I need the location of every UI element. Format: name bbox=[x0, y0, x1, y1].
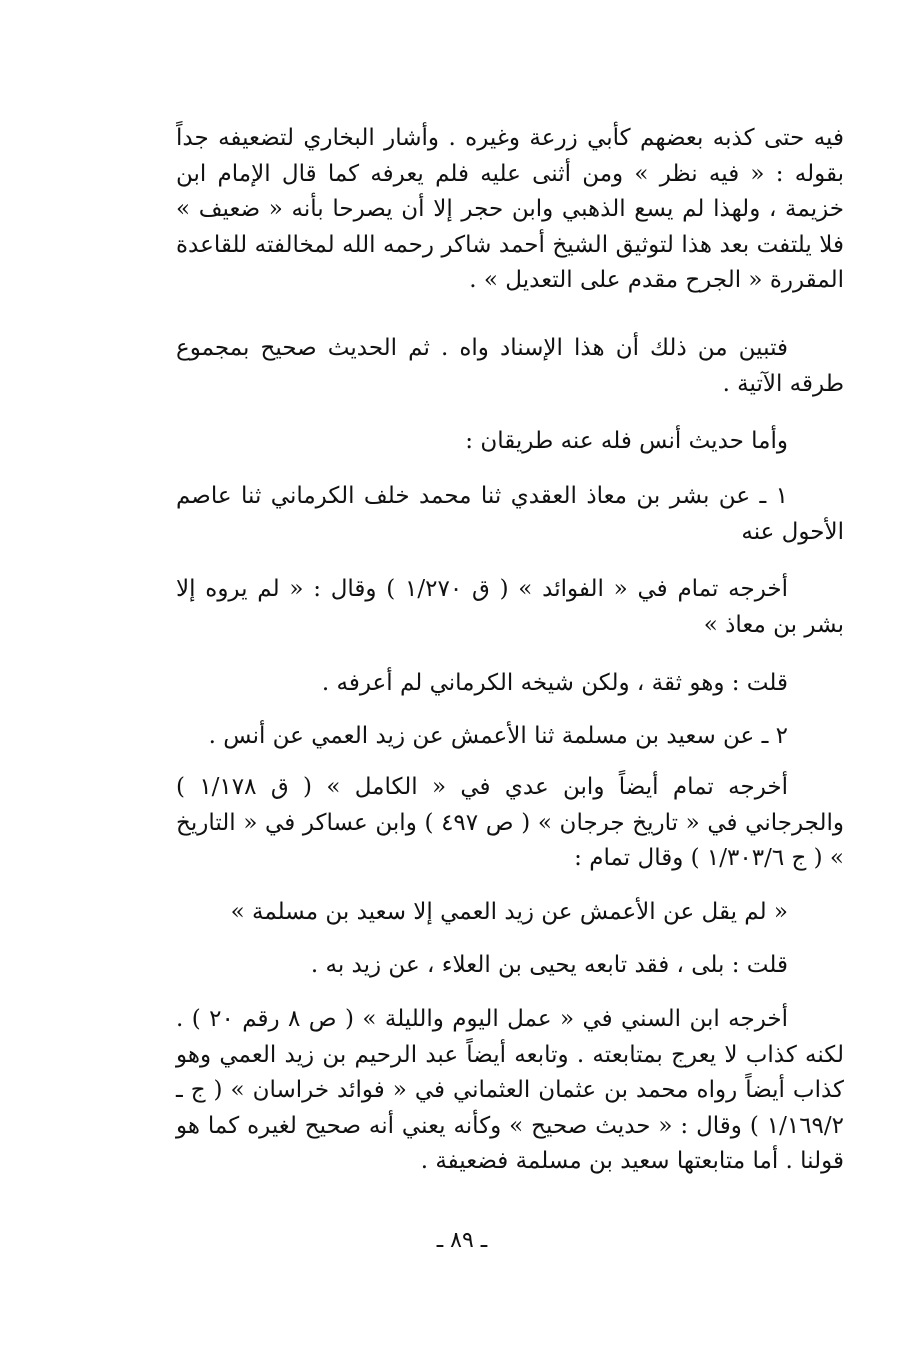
paragraph-comment-one: قلت : وهو ثقة ، ولكن شيخه الكرماني لم أعرفه . bbox=[321, 670, 788, 696]
paragraph-anas-intro: وأما حديث أنس فله عنه طريقان : bbox=[465, 428, 788, 454]
page-number: ـ ٨٩ ـ bbox=[436, 1228, 488, 1253]
paragraph-comment-two: قلت : بلى ، فقد تابعه يحيى بن العلاء ، عن زيد به . bbox=[310, 952, 788, 978]
paragraph-ibn-sunni: أخرجه ابن السني في « عمل اليوم والليلة » ( ص ٨ رقم ٢٠ ) . لكنه كذاب لا يعرج بمتابعته . وتابعه أيضاً عبد الرحيم بن زيد العمي وهو كذاب أيضاً رواه محمد بن عثمان العثماني في « فوائد خراسان » ( ج ـ ١/١٦٩/٢ ) وقال : « حديث صحيح » وكأنه يعني أنه صحيح لغيره كما هو قولنا . أما متابعتها سعيد بن مسلمة فضعيفة . bbox=[176, 1006, 844, 1174]
paragraph-tammam-sources: أخرجه تمام أيضاً وابن عدي في « الكامل » ( ق ١/١٧٨ ) والجرجاني في « تاريخ جرجان » ( ص ٤٩٧ ) وابن عساكر في « التاريخ » ( ج ١/٣٠٣/٦ ) وقال تمام : bbox=[176, 774, 844, 871]
paragraph-route-one: ١ ـ عن بشر بن معاذ العقدي ثنا محمد خلف الكرماني ثنا عاصم الأحول عنه bbox=[176, 483, 844, 545]
paragraph-tammam-quote: « لم يقل عن الأعمش عن زيد العمي إلا سعيد بن مسلمة » bbox=[230, 899, 788, 925]
paragraph-tammam-fawaid: أخرجه تمام في « الفوائد » ( ق ١/٢٧٠ ) وقال : « لم يروه إلا بشر بن معاذ » bbox=[176, 576, 844, 638]
paragraph-route-two: ٢ ـ عن سعيد بن مسلمة ثنا الأعمش عن زيد العمي عن أنس . bbox=[208, 723, 788, 749]
paragraph-isnad-conclusion: فتبين من ذلك أن هذا الإسناد واه . ثم الحديث صحيح بمجموع طرقه الآتية . bbox=[176, 335, 844, 397]
paragraph-narrator-criticism: فيه حتى كذبه بعضهم كأبي زرعة وغيره . وأشار البخاري لتضعيفه جداً بقوله : « فيه نظر » ومن أثنى عليه فلم يعرفه كما قال الإمام ابن خزيمة ، ولهذا لم يسع الذهبي وابن حجر إلا أن يصرحا بأنه « ضعيف » فلا يلتفت بعد هذا لتوثيق الشيخ أحمد شاكر رحمه الله لمخالفته للقاعدة المقررة « الجرح مقدم على التعديل » . bbox=[176, 125, 844, 293]
